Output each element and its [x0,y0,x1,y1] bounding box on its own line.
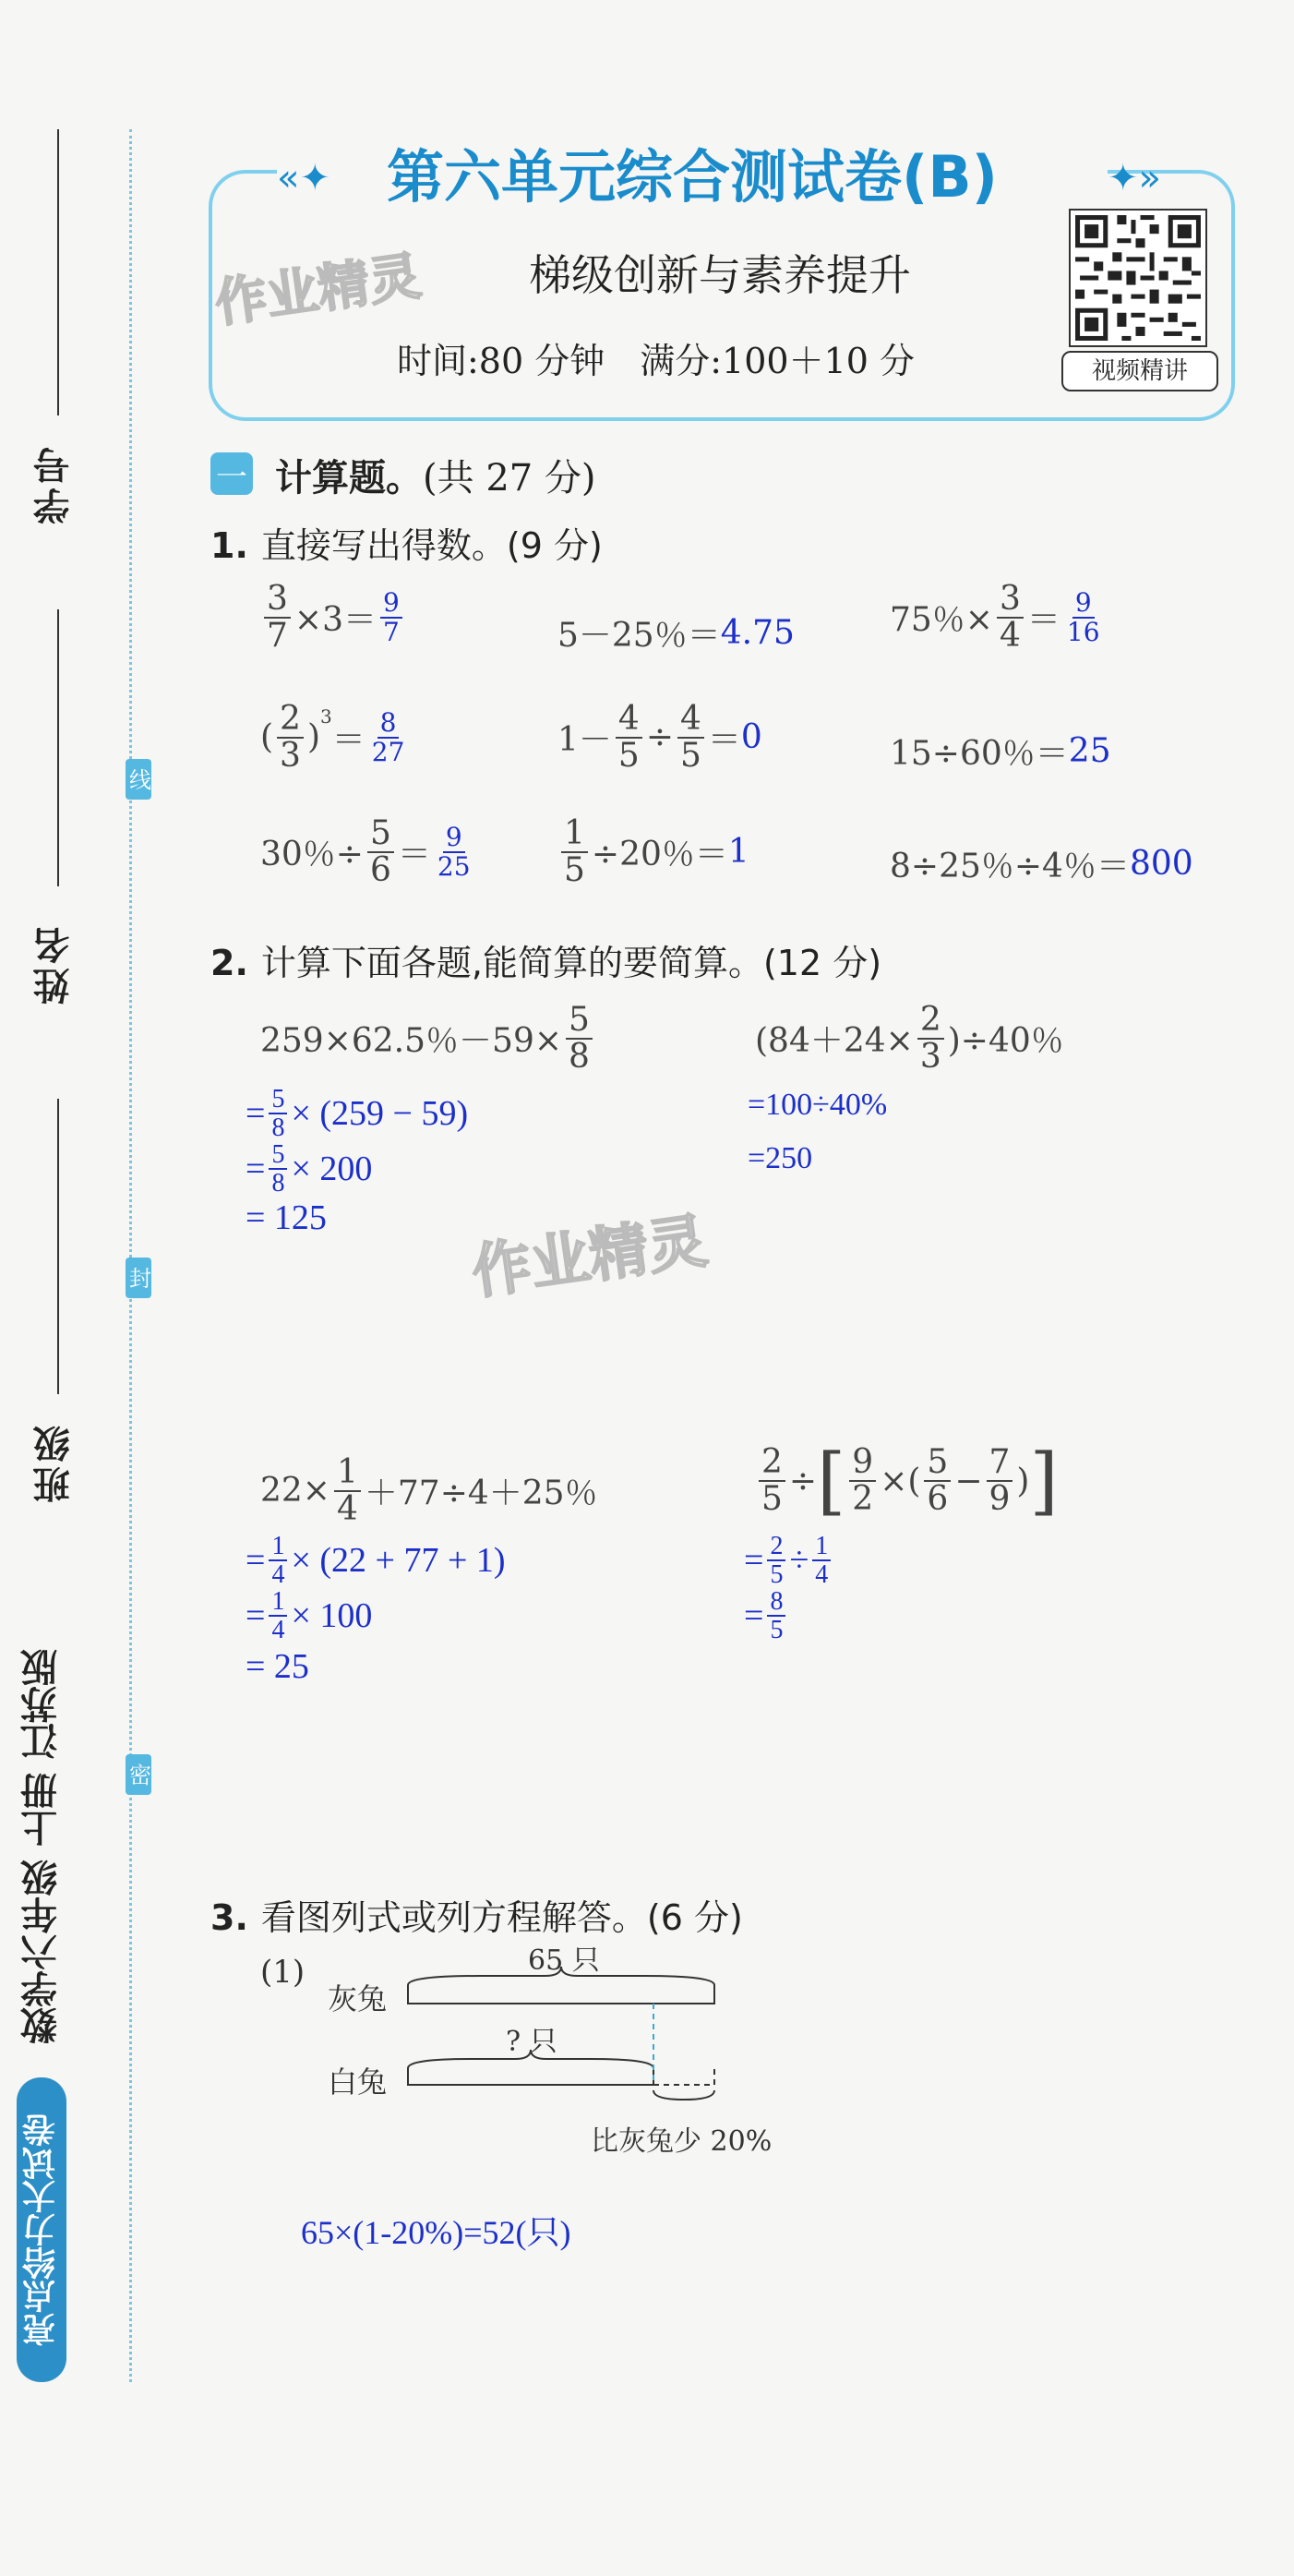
fraction: $\frac{3}{7}$ [264,582,291,654]
q3-answer: 65×(1-20%)=52(只) [301,2214,571,2251]
subtitle: 梯级创新与素养提升 [529,250,911,300]
difference-dashed-segment [653,2068,714,2085]
answer: 800 [1129,845,1193,883]
question-text: 看图列式或列方程解答。(6 分) [260,1897,743,1938]
question-2 [210,934,881,985]
question-number: 1. [210,525,248,566]
question-text: 计算下面各题,能简算的要简算。(12 分) [260,943,882,983]
answer: 25 [1068,732,1111,770]
q1-item-g: 30％÷ $\frac{5}{6}$ ＝ $\frac{9}{25}$ [260,816,477,888]
q2-p3-step-1: = $\frac{1}{4}$ × (22 + 77 + 1) [246,1532,506,1590]
fraction: $\frac{5}{8}$ [269,1141,287,1198]
q1-item-a: $\frac{3}{7}$ ×3＝ $\frac{9}{7}$ [260,582,406,654]
white-unknown-label: ? 只 [506,2026,557,2058]
series-label [17,1607,66,2382]
difference-label: 比灰兔少 20% [591,2125,773,2158]
class-label: 班级 [33,1422,76,1503]
q1-item-e: 1－ $\frac{4}{5}$ ÷ $\frac{4}{5}$ ＝ 0 [557,700,762,775]
fraction: $\frac{5}{6}$ [924,1445,951,1517]
time-info: 时间:80 分钟 满分:100＋10 分 [397,341,916,381]
fraction: $\frac{2}{5}$ [767,1533,785,1589]
binding-dotted-line [129,129,132,2382]
fraction: $\frac{9}{2}$ [849,1445,876,1517]
gray-rabbit-segment [408,1985,714,2004]
gray-total-label: 65 只 [528,1944,600,1977]
qr-video-label[interactable]: 视频精讲 [1061,351,1218,391]
q1-item-b: 5－25％＝ 4.75 [557,614,795,655]
student-id-line [57,129,59,415]
fraction: $\frac{8}{5}$ [767,1588,785,1644]
white-rabbit-segment [408,2068,653,2085]
question-text: 直接写出得数。(9 分) [260,525,603,566]
q2-p1-step-1: = $\frac{5}{8}$ × (259 − 59) [246,1085,469,1143]
answer: $\frac{9}{16}$ [1066,587,1100,647]
fraction: $\frac{1}{4}$ [812,1533,831,1589]
fraction: $\frac{1}{4}$ [269,1588,287,1644]
fraction: $\frac{3}{4}$ [997,582,1024,654]
q1-item-i: 8÷25％÷4％＝ 800 [890,845,1193,885]
answer: $\frac{9}{25}$ [437,822,471,882]
answer: $\frac{8}{27}$ [371,707,405,767]
sub-question-label: (1) [260,1954,306,1991]
question-number: 2. [210,943,248,983]
student-id-label: 学号 [33,443,76,524]
fraction: $\frac{5}{8}$ [269,1086,287,1142]
seal-marker-xian: 线 [126,759,151,800]
series-info: 数学六年级 上册 江苏版 [20,1649,64,2044]
fraction: $\frac{4}{5}$ [616,702,642,774]
fraction: $\frac{1}{4}$ [269,1533,287,1589]
seal-marker-feng: 封 [126,1258,151,1298]
answer: 4.75 [720,614,795,652]
difference-brace [653,2090,714,2100]
q2-p2-step-1: =100÷40% [748,1088,888,1122]
q1-item-d: ( $\frac{2}{3}$ ) $^3$ ＝ $\frac{8}{27}$ [260,702,411,774]
q2-p4-step-1: = $\frac{2}{5}$ ÷ $\frac{1}{4}$ [744,1533,834,1589]
name-label: 姓名 [33,923,76,1005]
q2-problem-4: $\frac{2}{5}$ ÷ [ $\frac{9}{2}$ ×( $\frac{5}{6}$ − $\frac{7}{9}$ ) ] [755,1444,1059,1518]
q1-item-h: $\frac{1}{5}$ ÷20％＝ 1 [557,816,749,888]
watermark: 作业精灵 [211,246,425,335]
q1-item-c: 75％× $\frac{3}{4}$ ＝ $\frac{9}{16}$ [890,582,1107,654]
fraction: $\frac{5}{6}$ [367,816,394,888]
section-title-text: 计算题。 [275,457,423,500]
page-title: 第六单元综合测试卷(B) [277,131,1108,213]
q2-problem-3: 22× $\frac{1}{4}$ ＋77÷4＋25％ [260,1453,598,1528]
answer: 1 [727,833,749,872]
line-segment-diagram [397,1967,729,2105]
fraction: $\frac{2}{3}$ [277,702,304,774]
section-title [275,449,596,501]
white-brace [408,2050,653,2068]
q2-problem-2: (84＋24× $\frac{2}{3}$ )÷40％ [755,1001,1064,1076]
fraction: $\frac{2}{3}$ [917,1003,944,1075]
q2-p1-step-3: = 125 [246,1198,327,1237]
watermark: 作业精灵 [467,1207,712,1308]
series-brand: 亮点给力大试卷 [17,2077,66,2382]
fraction: $\frac{4}{5}$ [677,702,704,774]
q2-problem-1: 259×62.5％－59× $\frac{5}{8}$ [260,1003,596,1075]
q2-p4-step-2: = $\frac{8}{5}$ [744,1588,789,1644]
class-line [57,1099,59,1394]
question-1 [210,517,603,568]
seal-marker-mi: 密 [126,1754,151,1795]
q2-p3-step-2: = $\frac{1}{4}$ × 100 [246,1587,373,1645]
section-points: (共 27 分) [423,457,596,500]
right-arrow-decoration-icon: ✦» [1108,157,1161,199]
white-rabbit-label: 白兔 [328,2064,388,2100]
q2-p2-step-2: =250 [748,1141,813,1175]
name-line [57,609,59,886]
q1-item-f: 15÷60％＝ 25 [890,732,1111,773]
fraction: $\frac{2}{5}$ [759,1445,785,1517]
fraction: $\frac{1}{5}$ [561,816,588,888]
fraction: $\frac{7}{9}$ [987,1445,1013,1517]
question-3 [210,1889,743,1940]
answer: 0 [740,718,762,757]
fraction: $\frac{5}{8}$ [566,1003,593,1075]
qr-code-icon[interactable] [1069,209,1207,347]
question-number: 3. [210,1897,248,1938]
q2-p1-step-2: = $\frac{5}{8}$ × 200 [246,1140,373,1198]
answer: $\frac{9}{7}$ [380,589,402,645]
left-arrow-decoration-icon: «✦ [277,157,330,199]
gray-brace [408,1967,714,1985]
section-badge: 一 [210,452,253,495]
q2-p3-step-3: = 25 [246,1647,309,1686]
gray-rabbit-label: 灰兔 [328,1981,388,2016]
fraction: $\frac{1}{4}$ [334,1455,361,1527]
